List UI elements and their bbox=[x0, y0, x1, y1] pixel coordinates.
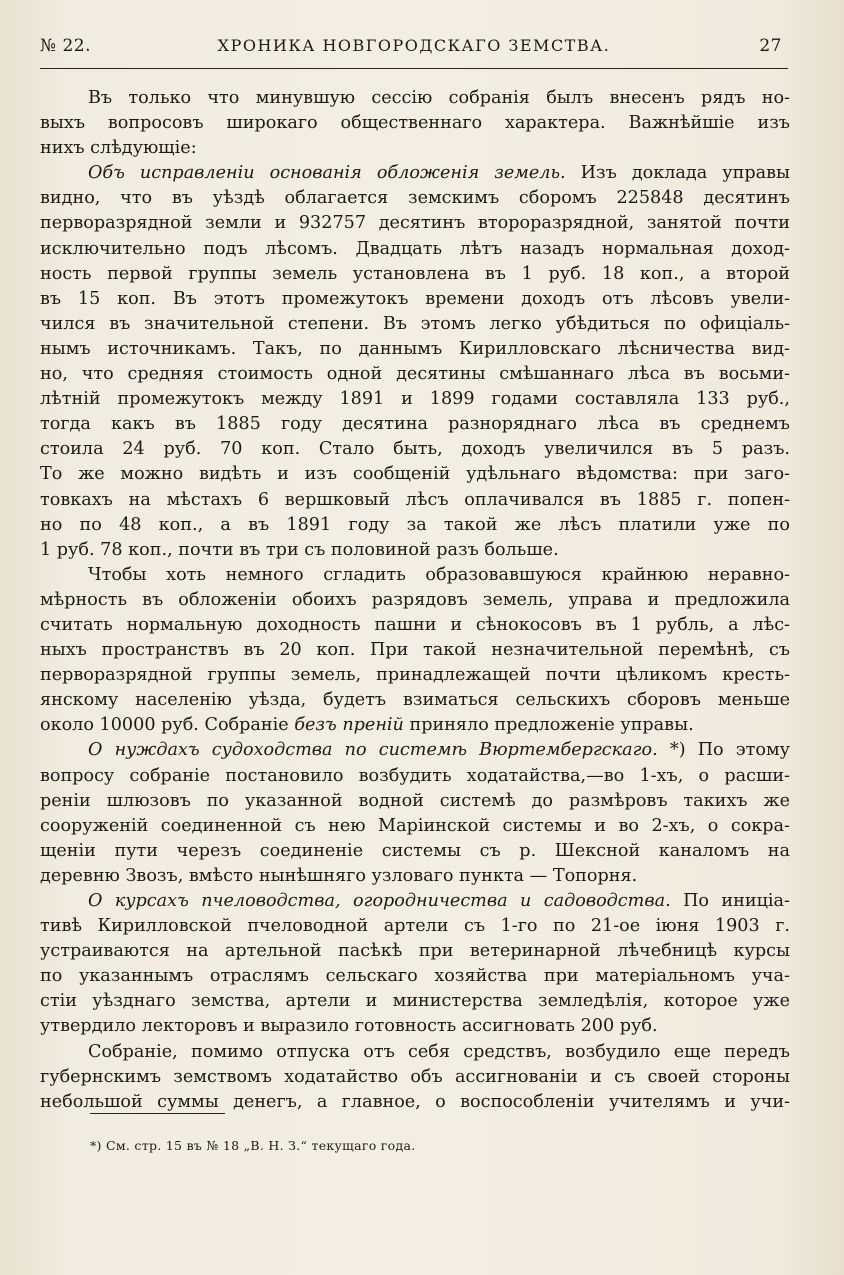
line-text: губернскимъ земствомъ ходатайство объ ассигнованіи и съ своей стороны bbox=[40, 1066, 790, 1087]
text-line bbox=[40, 613, 790, 638]
text-line bbox=[40, 764, 790, 789]
text-line bbox=[40, 412, 790, 437]
line-text: Собраніе, помимо отпуска отъ себя средствъ, возбудило еще передъ bbox=[88, 1041, 790, 1062]
line-text: То же можно видѣть и изъ сообщеній удѣльнаго вѣдомства: при заго- bbox=[40, 464, 790, 485]
text-line bbox=[40, 161, 790, 186]
text-line bbox=[40, 86, 790, 111]
line-text: лѣтній промежутокъ между 1891 и 1899 годами составляла 133 руб., bbox=[40, 389, 790, 410]
text-line bbox=[40, 1065, 790, 1090]
text-line bbox=[40, 437, 790, 462]
line-text: Чтобы хоть немного сгладить образовавшуюся крайнюю неравно- bbox=[88, 564, 790, 585]
text-line bbox=[40, 211, 790, 236]
line-text: ность первой группы земель установлена въ 1 руб. 18 коп., а второй bbox=[40, 263, 790, 284]
text-line bbox=[40, 738, 790, 763]
text-line bbox=[40, 488, 790, 513]
text-line bbox=[40, 713, 790, 738]
text-line bbox=[40, 462, 790, 487]
line-text: перворазрядной земли и 932757 десятинъ второразрядной, занятой почти bbox=[40, 213, 790, 234]
text-line bbox=[40, 839, 790, 864]
line-text: около 10000 руб. Собраніе bbox=[40, 715, 295, 736]
text-line bbox=[40, 638, 790, 663]
text-line bbox=[40, 864, 790, 889]
text-line bbox=[40, 287, 790, 312]
line-text: ныхъ пространствъ въ 20 коп. При такой незначительной перемѣнѣ, съ bbox=[40, 640, 790, 661]
line-text: По иниціа- bbox=[670, 891, 790, 911]
line-text: въ 15 коп. Въ этотъ промежутокъ времени доходъ отъ лѣсовъ увели- bbox=[40, 288, 790, 309]
line-text: стоила 24 руб. 70 коп. Стало быть, доходъ увеличился въ 5 разъ. bbox=[40, 439, 790, 460]
running-header bbox=[40, 30, 788, 69]
line-text: янскому населенію уѣзда, будетъ взиматься сельскихъ сборовъ меньше bbox=[40, 690, 790, 711]
line-text: считать нормальную доходность пашни и сѣнокосовъ въ 1 рубль, а лѣс- bbox=[40, 614, 790, 635]
line-text: небольшой суммы денегъ, а главное, о воспособленіи учителямъ и учи- bbox=[40, 1091, 790, 1112]
line-text: чился въ значительной степени. Въ этомъ легко убѣдиться по офиціаль- bbox=[40, 313, 790, 334]
line-text: нымъ источникамъ. Такъ, по даннымъ Кирилловскаго лѣсничества вид- bbox=[40, 338, 790, 359]
line-text: приняло предложеніе управы. bbox=[403, 715, 694, 736]
line-text: 1 руб. 78 коп., почти въ три съ половиной разъ больше. bbox=[40, 539, 559, 560]
text-line bbox=[40, 789, 790, 814]
line-text: Изъ доклада управы bbox=[565, 163, 790, 184]
line-text: нихъ слѣдующіе: bbox=[40, 138, 197, 159]
line-text: сооруженій соединенной съ нею Маріинской системы и во 2-хъ, о сокра- bbox=[40, 815, 790, 836]
line-text: но по 48 коп., а въ 1891 году за такой же лѣсъ платили уже по bbox=[40, 514, 790, 535]
footnote: *) См. стр. 15 въ № 18 „В. Н. З.“ текущаго года. bbox=[90, 1138, 416, 1153]
line-text: перворазрядной группы земель, принадлежащей почти цѣликомъ кресть- bbox=[40, 665, 790, 686]
text-line bbox=[40, 136, 790, 161]
line-text: стіи уѣзднаго земства, артели и министерства земледѣлія, которое уже bbox=[40, 991, 790, 1012]
line-text: Въ только что минувшую сессію собранія былъ внесенъ рядъ но- bbox=[88, 88, 790, 108]
line-text: тогда какъ въ 1885 году десятина разноряднаго лѣса въ среднемъ bbox=[40, 414, 790, 435]
text-line bbox=[40, 237, 790, 262]
text-line bbox=[40, 663, 790, 688]
line-text: товкахъ на мѣстахъ 6 вершковый лѣсъ оплачивался въ 1885 г. попен- bbox=[40, 489, 790, 510]
line-text: вопросу собраніе постановило возбудить ходатайства,—во 1-хъ, о расши- bbox=[40, 765, 790, 786]
italic-phrase: безъ преній bbox=[294, 715, 404, 736]
journal-title: ХРОНИКА НОВГОРОДСКАГО ЗЕМСТВА. bbox=[217, 36, 611, 55]
line-text: устраиваются на артельной пасѣкѣ при ветеринарной лѣчебницѣ курсы bbox=[40, 941, 790, 962]
line-text: выхъ вопросовъ широкаго общественнаго характера. Важнѣйшіе изъ bbox=[40, 113, 790, 134]
section-heading: Объ исправленіи основанія обложенія земель. bbox=[88, 163, 566, 184]
line-text: утвердило лекторовъ и выразило готовность ассигновать 200 руб. bbox=[40, 1016, 658, 1037]
text-line bbox=[40, 914, 790, 939]
section-heading: О нуждахъ судоходства по системѣ Вюртембергскаго. bbox=[88, 740, 658, 761]
line-text: мѣрность въ обложеніи обоихъ разрядовъ земель, управа и предложила bbox=[40, 589, 790, 610]
text-line bbox=[40, 362, 790, 387]
line-text: по указаннымъ отраслямъ сельскаго хозяйства при матеріальномъ уча- bbox=[40, 966, 790, 987]
text-line bbox=[40, 989, 790, 1014]
text-line bbox=[40, 814, 790, 839]
section-heading: О курсахъ пчеловодства, огородничества и садоводства. bbox=[88, 891, 671, 911]
text-line bbox=[40, 337, 790, 362]
text-line bbox=[40, 1090, 790, 1115]
line-text: видно, что въ уѣздѣ облагается земскимъ сборомъ 225848 десятинъ bbox=[40, 188, 790, 209]
text-line bbox=[40, 312, 790, 337]
issue-number: № 22. bbox=[40, 36, 92, 56]
text-line bbox=[40, 186, 790, 211]
page-number: 27 bbox=[759, 36, 782, 56]
text-line bbox=[40, 964, 790, 989]
footnote-rule bbox=[90, 1113, 225, 1114]
text-line bbox=[40, 588, 790, 613]
line-text: деревню Звозъ, вмѣсто нынѣшняго узловаго пункта — Топорня. bbox=[40, 865, 638, 886]
line-text: исключительно подъ лѣсомъ. Двадцать лѣтъ назадъ нормальная доход- bbox=[40, 238, 790, 259]
article-body bbox=[40, 86, 790, 1115]
text-line bbox=[40, 111, 790, 136]
line-text: реніи шлюзовъ по указанной водной системѣ до размѣровъ такихъ же bbox=[40, 790, 790, 811]
text-line bbox=[40, 1040, 790, 1065]
line-text: *) По этому bbox=[657, 740, 791, 761]
text-line bbox=[40, 688, 790, 713]
text-line bbox=[40, 1014, 790, 1039]
text-line bbox=[40, 513, 790, 538]
text-line bbox=[40, 889, 790, 914]
line-text: но, что средняя стоимость одной десятины смѣшаннаго лѣса въ восьми- bbox=[40, 364, 790, 385]
text-line bbox=[40, 387, 790, 412]
line-text: тивѣ Кирилловской пчеловодной артели съ 1-го по 21-ое іюня 1903 г. bbox=[40, 916, 790, 937]
text-line bbox=[40, 538, 790, 563]
text-line bbox=[40, 563, 790, 588]
line-text: щеніи пути черезъ соединеніе системы съ р. Шексной каналомъ на bbox=[40, 840, 790, 861]
text-line bbox=[40, 939, 790, 964]
text-line bbox=[40, 262, 790, 287]
